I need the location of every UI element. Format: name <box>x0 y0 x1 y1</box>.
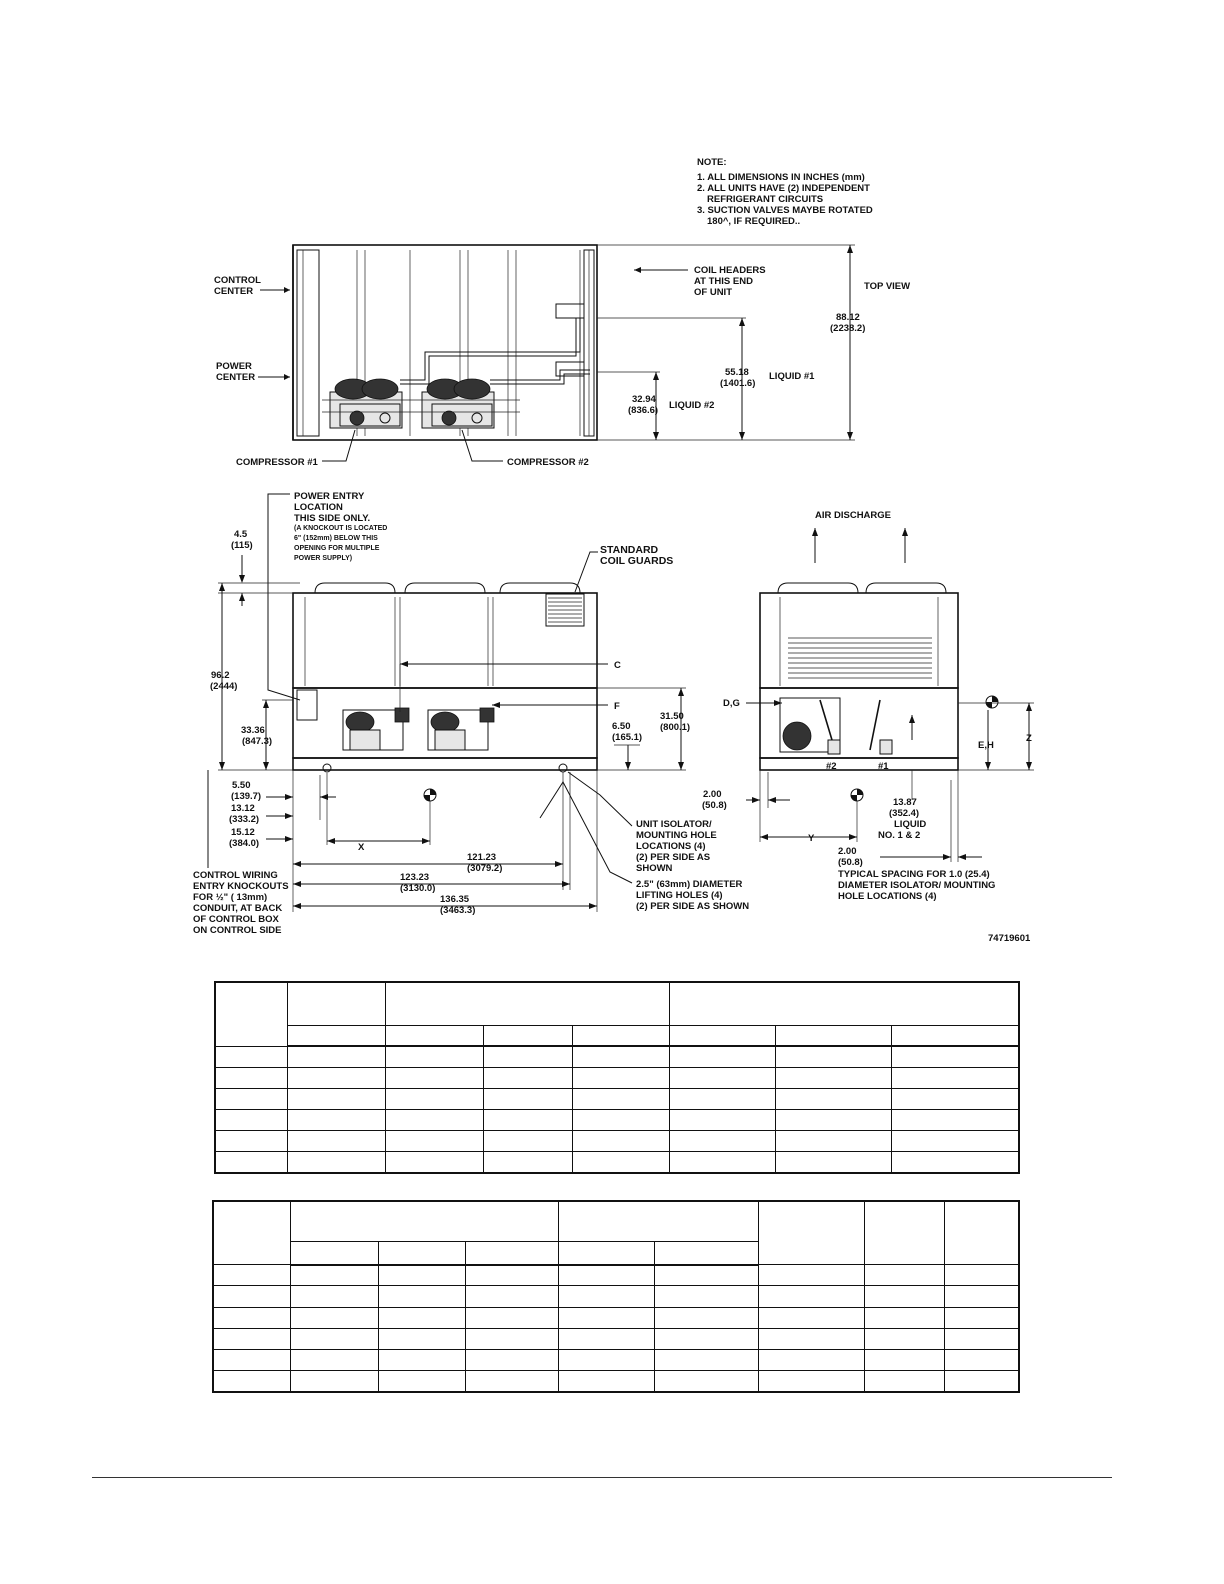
control-center-panel <box>297 250 319 436</box>
isolator-label-1: UNIT ISOLATOR/ <box>636 819 712 830</box>
dim-5-50-in: 5.50 <box>232 780 251 791</box>
dim-liquid2-mm: (836.6) <box>628 405 659 416</box>
coil-headers-label-1: COIL HEADERS <box>694 265 766 276</box>
dim-15-12-mm: (384.0) <box>229 838 260 849</box>
power-entry-note-1: (A KNOCKOUT IS LOCATED <box>294 525 388 532</box>
label-c: C <box>614 660 621 671</box>
table-row <box>215 1067 1019 1088</box>
dim-6-50-mm: (165.1) <box>612 732 643 743</box>
dim-height-mm: (2444) <box>210 681 238 692</box>
coil-guards-label-1: STANDARD <box>600 544 659 556</box>
table2-header-cell <box>944 1201 1019 1265</box>
dim-31-50-in: 31.50 <box>660 711 684 722</box>
table-row <box>215 1046 1019 1067</box>
dim-overall-in: 88.12 <box>836 312 860 323</box>
table-row <box>213 1371 1019 1392</box>
label-f: F <box>614 701 620 712</box>
compressor-1-side <box>343 708 409 750</box>
dim-13-12-in: 13.12 <box>231 803 255 814</box>
drawing-number: 74719601 <box>988 933 1031 944</box>
coil-headers-label-3: OF UNIT <box>694 287 732 298</box>
footer-rule <box>92 1477 1112 1478</box>
label-dg: D,G <box>723 698 740 709</box>
dim-13-12-mm: (333.2) <box>229 814 260 825</box>
compressor-2-label: COMPRESSOR #2 <box>507 457 589 468</box>
label-eh: E,H <box>978 740 994 751</box>
isolator-label-4: (2) PER SIDE AS <box>636 852 711 863</box>
compressor-2-top <box>422 379 494 428</box>
circuit-1-label: #1 <box>878 761 889 772</box>
liquid-label-1: LIQUID <box>894 819 927 830</box>
dim-121-in: 121.23 <box>467 852 497 863</box>
table1-header-cell <box>215 982 288 1046</box>
control-wiring-2: ENTRY KNOCKOUTS <box>193 881 289 892</box>
control-wiring-1: CONTROL WIRING <box>193 870 278 881</box>
coil-guards-label-2: COIL GUARDS <box>600 555 674 567</box>
table2-header-group <box>291 1201 558 1241</box>
dim-liquid1-in: 55.18 <box>725 367 749 378</box>
table2-header-cell <box>759 1201 865 1265</box>
control-wiring-4: CONDUIT, AT BACK <box>193 903 283 914</box>
table-row <box>213 1307 1019 1328</box>
table-row <box>213 1328 1019 1349</box>
note-line-4: 3. SUCTION VALVES MAYBE ROTATED <box>697 205 873 216</box>
note-line-5: 180^, IF REQUIRED.. <box>707 216 801 227</box>
notes-block <box>697 157 873 227</box>
power-entry-note-4: POWER SUPPLY) <box>294 555 353 562</box>
side-coil-section <box>293 593 597 688</box>
control-wiring-6: ON CONTROL SIDE <box>193 925 282 936</box>
table-row <box>213 1265 1019 1286</box>
control-wiring-3: FOR ½" ( 13mm) <box>193 892 268 903</box>
coil-headers-label-2: AT THIS END <box>694 276 753 287</box>
dim-6-50-in: 6.50 <box>612 721 631 732</box>
isolator-label-2: MOUNTING HOLE <box>636 830 717 841</box>
liquid-label-2: NO. 1 & 2 <box>878 830 921 841</box>
top-view <box>214 245 910 468</box>
note-line-1: 1. ALL DIMENSIONS IN INCHES (mm) <box>697 172 865 183</box>
table-row <box>213 1350 1019 1371</box>
power-entry-label-2: LOCATION <box>294 502 343 513</box>
dim-15-12-in: 15.12 <box>231 827 255 838</box>
dim-2-00a-mm: (50.8) <box>702 800 727 811</box>
dim-4-5-mm: (115) <box>231 540 253 551</box>
table1-header-cell <box>288 982 386 1025</box>
lifting-label-3: (2) PER SIDE AS SHOWN <box>636 901 750 912</box>
dim-liquid2-in: 32.94 <box>632 394 656 405</box>
top-view-title: TOP VIEW <box>864 281 911 292</box>
table-row <box>215 1131 1019 1152</box>
isolator-label-5: SHOWN <box>636 863 673 874</box>
table1-header-group <box>386 982 670 1025</box>
dim-13-87-in: 13.87 <box>893 797 917 808</box>
compressor-1-top <box>330 379 402 428</box>
dimension-table-2 <box>212 1200 1020 1393</box>
label-z: Z <box>1026 733 1032 744</box>
power-center-label-1: POWER <box>216 361 252 372</box>
dim-overall-mm: (2238.2) <box>830 323 866 334</box>
compressor-1-label: COMPRESSOR #1 <box>236 457 318 468</box>
label-y: Y <box>808 833 815 844</box>
power-center-label-2: CENTER <box>216 372 256 383</box>
end-view <box>702 510 1034 902</box>
table2-header-group <box>558 1201 758 1241</box>
table-row <box>215 1089 1019 1110</box>
lifting-label-1: 2.5" (63mm) DIAMETER <box>636 879 743 890</box>
typical-spacing-1: TYPICAL SPACING FOR 1.0 (25.4) <box>838 869 990 880</box>
dim-123-mm: (3130.0) <box>400 883 436 894</box>
note-line-3: REFRIGERANT CIRCUITS <box>707 194 824 205</box>
side-base-rail <box>293 758 597 770</box>
table2-header-cell <box>213 1201 291 1265</box>
table-row <box>215 1110 1019 1131</box>
dim-31-50-mm: (800.1) <box>660 722 691 733</box>
dim-2-00b-mm: (50.8) <box>838 857 863 868</box>
typical-spacing-3: HOLE LOCATIONS (4) <box>838 891 937 902</box>
end-base-rail <box>760 758 958 770</box>
dim-121-mm: (3079.2) <box>467 863 503 874</box>
dim-4-5-in: 4.5 <box>234 529 248 540</box>
dim-5-50-mm: (139.7) <box>231 791 262 802</box>
isolator-label-3: LOCATIONS (4) <box>636 841 706 852</box>
dim-123-in: 123.23 <box>400 872 430 883</box>
dim-2-00b-in: 2.00 <box>838 846 857 857</box>
dim-height-in: 96.2 <box>211 670 230 681</box>
power-entry-label-3: THIS SIDE ONLY. <box>294 513 371 524</box>
label-x: X <box>358 842 365 853</box>
circuit-2-label: #2 <box>826 761 837 772</box>
end-coil-section <box>760 593 958 688</box>
power-entry-label-1: POWER ENTRY <box>294 491 365 502</box>
control-wiring-5: OF CONTROL BOX <box>193 914 279 925</box>
compressor-2-side <box>428 708 494 750</box>
notes-heading: NOTE: <box>697 157 727 168</box>
dim-33-mm: (847.3) <box>242 736 273 747</box>
table-row <box>213 1286 1019 1307</box>
lifting-label-2: LIFTING HOLES (4) <box>636 890 723 901</box>
end-louvers <box>788 638 932 678</box>
label-liquid-2: LIQUID #2 <box>669 400 715 411</box>
note-line-2: 2. ALL UNITS HAVE (2) INDEPENDENT <box>697 183 870 194</box>
dim-liquid1-mm: (1401.6) <box>720 378 756 389</box>
table1-header-group <box>670 982 1019 1025</box>
dim-33-in: 33.36 <box>241 725 265 736</box>
dim-2-00a-in: 2.00 <box>703 789 722 800</box>
table-row <box>215 1152 1019 1173</box>
control-center-label-2: CENTER <box>214 286 254 297</box>
dim-136-in: 136.35 <box>440 894 470 905</box>
control-box <box>297 690 317 720</box>
dim-136-mm: (3463.3) <box>440 905 476 916</box>
control-center-label-1: CONTROL <box>214 275 261 286</box>
dim-13-87-mm: (352.4) <box>889 808 920 819</box>
power-entry-note-2: 6" (152mm) BELOW THIS <box>294 535 378 542</box>
air-discharge-label: AIR DISCHARGE <box>815 510 892 521</box>
table2-header-cell <box>864 1201 944 1265</box>
power-entry-note-3: OPENING FOR MULTIPLE <box>294 545 380 552</box>
dimension-table-1 <box>214 981 1020 1174</box>
label-liquid-1: LIQUID #1 <box>769 371 815 382</box>
side-view <box>193 491 749 936</box>
typical-spacing-2: DIAMETER ISOLATOR/ MOUNTING <box>838 880 996 891</box>
